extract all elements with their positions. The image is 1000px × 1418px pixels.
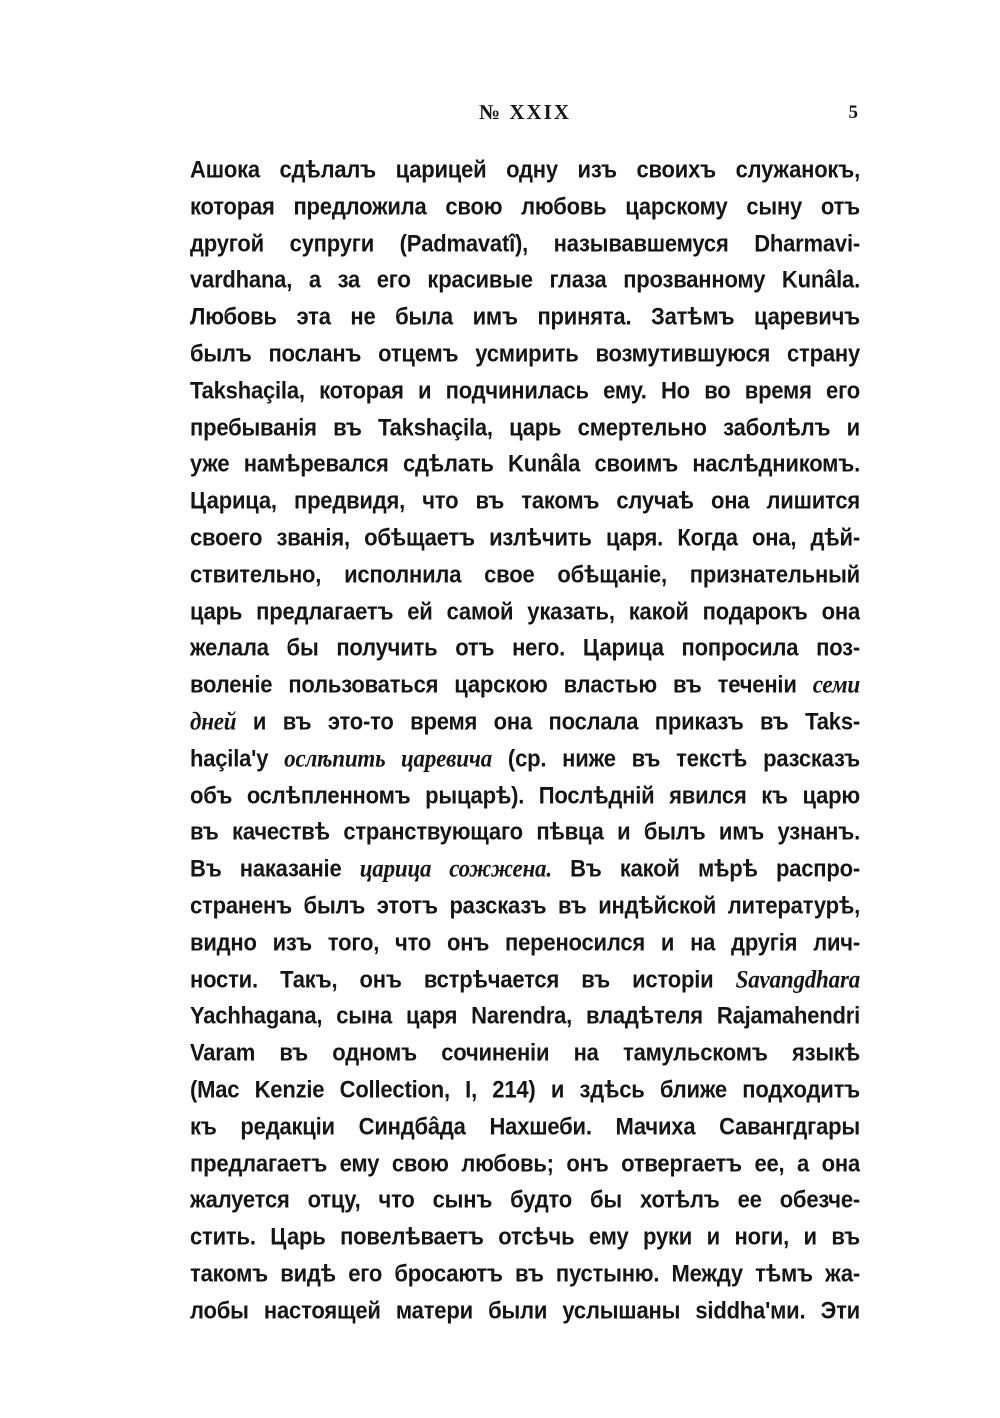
- text-line: [190, 776, 860, 816]
- text-line: [190, 1070, 860, 1110]
- page-header: [190, 100, 860, 130]
- text-segment: Takshaçila, которая и подчинилась ему. Но во время его: [190, 376, 860, 404]
- text-segment: страненъ былъ этотъ разсказъ въ индѣйской литературѣ,: [190, 891, 860, 919]
- text-segment: предлагаетъ ему свою любовь; онъ отвергаетъ ее, а она: [190, 1149, 860, 1177]
- text-line: [190, 592, 860, 632]
- text-line: [190, 886, 860, 926]
- text-segment: царь предлагаетъ ей самой указать, какой подарокъ она: [190, 597, 860, 625]
- text-segment: стить. Царь повелѣваетъ отсѣчь ему руки и ноги, и въ: [190, 1223, 860, 1251]
- text-line: [190, 371, 860, 411]
- body-text: [190, 152, 860, 1330]
- text-line: [190, 666, 860, 706]
- text-segment: которая предложила свою любовь царскому сыну отъ: [190, 192, 860, 220]
- text-segment: былъ посланъ отцемъ усмирить возмутившуюся страну: [190, 339, 860, 367]
- text-line: [190, 408, 860, 448]
- italic-text-segment: семи: [812, 671, 860, 699]
- italic-text-segment: царица сожжена.: [359, 855, 552, 883]
- text-segment: уже намѣревался сдѣлать Kunâla своимъ наслѣдникомъ.: [190, 450, 860, 478]
- text-segment: своего званія, обѣщаетъ излѣчить царя. Когда она, дѣй-: [190, 523, 860, 551]
- text-segment: такомъ видѣ его бросаютъ въ пустыню. Между тѣмъ жа-: [190, 1259, 860, 1287]
- italic-text-segment: дней: [190, 707, 237, 735]
- text-segment: Varam въ одномъ сочиненіи на тамульскомъ языкѣ: [190, 1039, 860, 1067]
- text-line: [190, 813, 860, 853]
- text-line: [190, 629, 860, 669]
- text-line: [190, 1218, 860, 1258]
- text-line: [190, 482, 860, 522]
- text-line: [190, 518, 860, 558]
- italic-text-segment: Savangdhara: [735, 965, 860, 993]
- text-segment: (Mac Kenzie Collection, I, 214) и здѣсь ближе подходитъ: [190, 1075, 860, 1103]
- text-line: [190, 261, 860, 301]
- text-segment: желала бы получить отъ него. Царица попросила поз-: [190, 634, 860, 662]
- text-segment: Царица, предвидя, что въ такомъ случаѣ она лишится: [190, 487, 860, 515]
- text-line: [190, 960, 860, 1000]
- text-line: [190, 1254, 860, 1294]
- text-line: [190, 335, 860, 375]
- page-number: 5: [848, 102, 858, 123]
- text-segment: Въ наказаніе: [190, 855, 360, 883]
- text-line: [190, 850, 860, 890]
- text-line: [190, 1034, 860, 1074]
- text-segment: Въ какой мѣрѣ распро-: [551, 855, 860, 883]
- text-segment: къ редакціи Синдбâда Нахшеби. Мачиха Савангдгары: [190, 1112, 860, 1140]
- text-line: [190, 151, 860, 191]
- text-line: [190, 298, 860, 338]
- text-segment: и въ это-то время она послала приказъ въ Taks-: [236, 707, 860, 735]
- text-segment: другой супруги (Padmavatî), называвшемуся Dharmavi-: [190, 229, 860, 257]
- text-line: [190, 555, 860, 595]
- text-line: [190, 224, 860, 264]
- text-line: [190, 1107, 860, 1147]
- text-segment: пребыванія въ Takshaçila, царь смертельно заболѣлъ и: [190, 413, 860, 441]
- text-segment: въ качествѣ странствующаго пѣвца и былъ имъ узнанъ.: [190, 818, 860, 846]
- text-segment: vardhana, а за его красивые глаза прозванному Kunâla.: [190, 266, 860, 294]
- text-line: [190, 923, 860, 963]
- text-segment: лобы настоящей матери были услышаны siddha'ми. Эти: [190, 1296, 860, 1324]
- text-segment: ствительно, исполнила свое обѣщаніе, признательный: [190, 560, 860, 588]
- text-segment: жалуется отцу, что сынъ будто бы хотѣлъ ее обезче-: [190, 1186, 860, 1214]
- text-line: [190, 997, 860, 1037]
- text-line: [190, 187, 860, 227]
- text-segment: (ср. ниже въ текстѣ разсказъ: [492, 744, 860, 772]
- text-segment: ности. Такъ, онъ встрѣчается въ исторіи: [190, 965, 736, 993]
- text-line: [190, 445, 860, 485]
- text-line: [190, 1144, 860, 1184]
- text-segment: haçila'у: [190, 744, 285, 772]
- text-segment: Любовь эта не была имъ принята. Затѣмъ царевичъ: [190, 303, 860, 331]
- text-line: [190, 739, 860, 779]
- text-line: [190, 1181, 860, 1221]
- text-segment: Ашока сдѣлалъ царицей одну изъ своихъ служанокъ,: [190, 155, 860, 183]
- text-line: [190, 1291, 860, 1331]
- text-segment: воленіе пользоваться царскою властью въ теченіи: [190, 671, 813, 699]
- running-title: № XXIX: [478, 100, 572, 124]
- italic-text-segment: ослѣпить царевича: [284, 744, 493, 772]
- text-segment: объ ослѣпленномъ рыцарѣ). Послѣдній явился къ царю: [190, 781, 860, 809]
- text-line: [190, 702, 860, 742]
- text-segment: Yachhagana, сына царя Narendra, владѣтеля Rajamahendri: [190, 1002, 860, 1030]
- text-segment: видно изъ того, что онъ переносился и на другія лич-: [190, 928, 860, 956]
